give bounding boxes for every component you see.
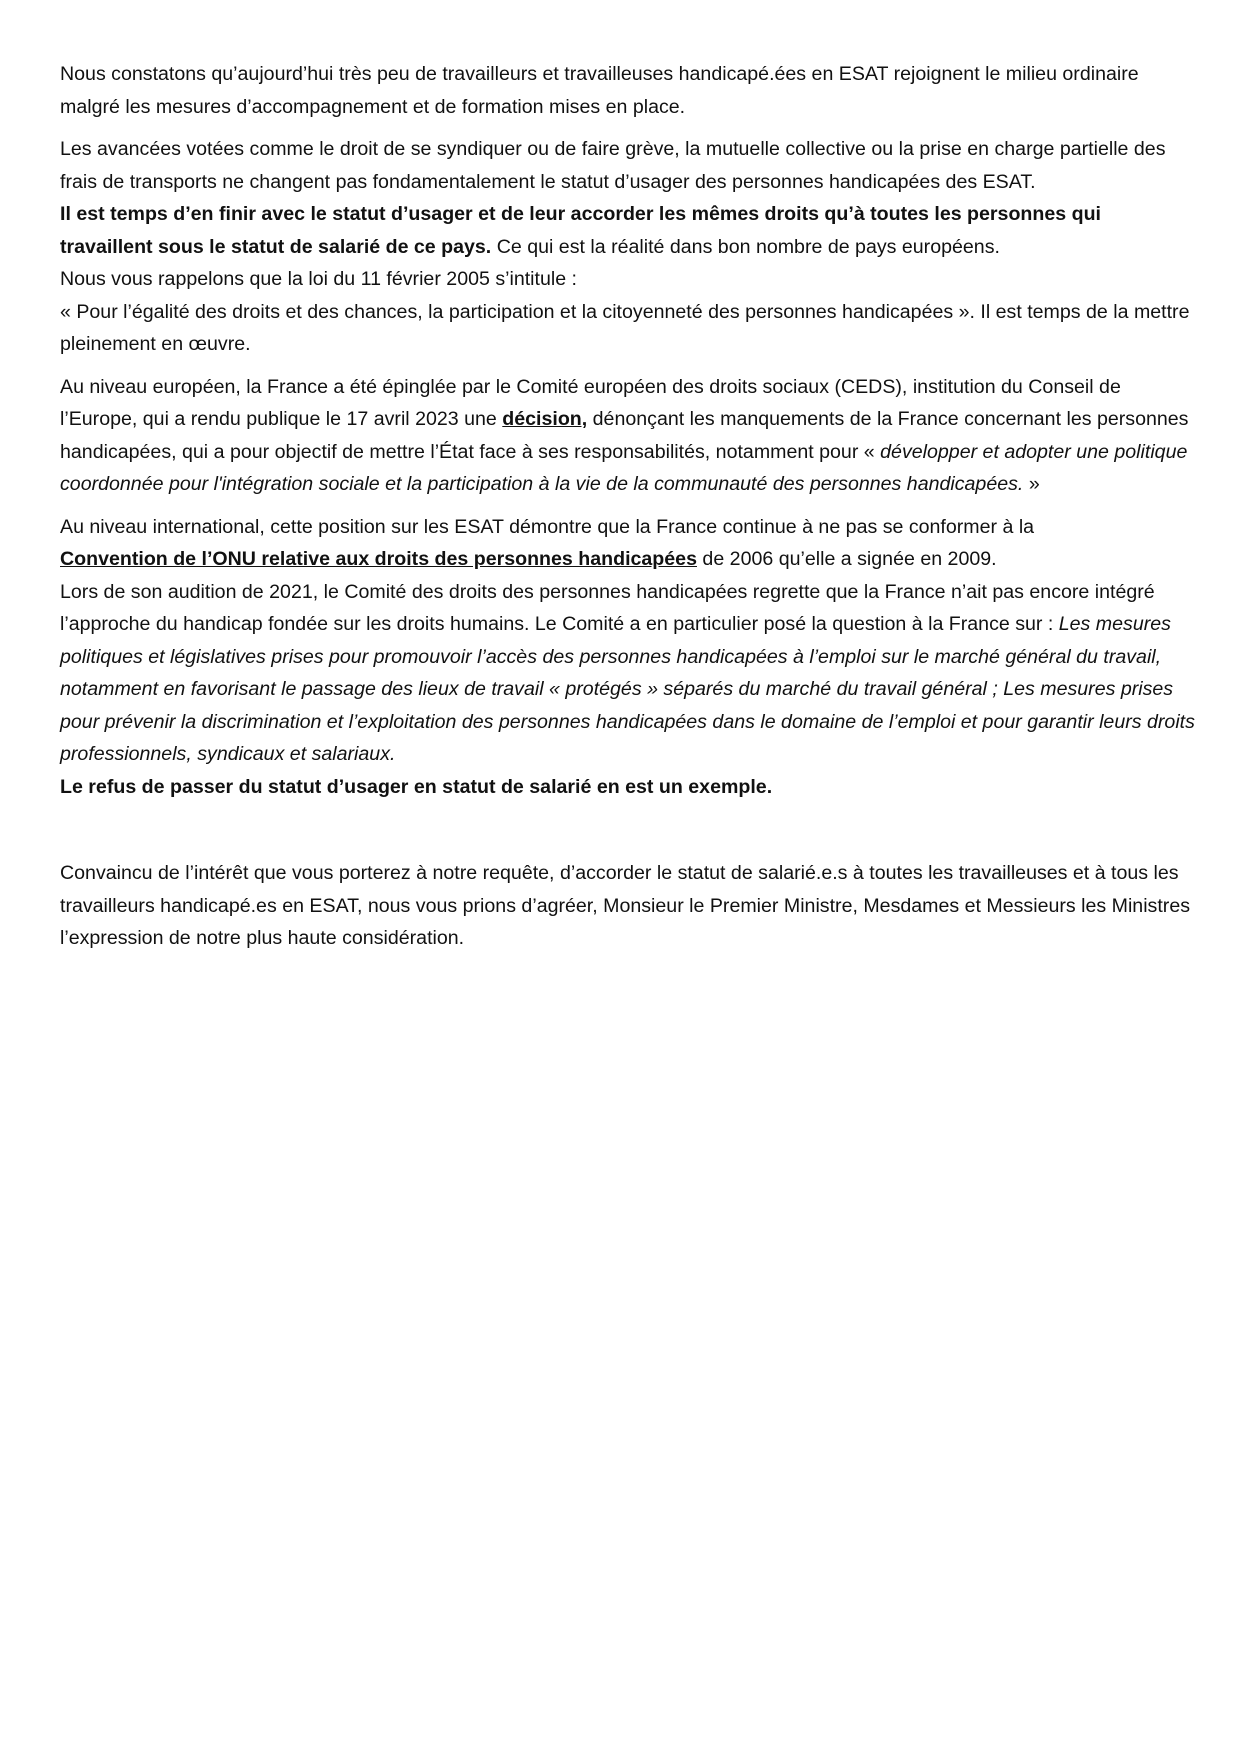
- paragraph-text: Lors de son audition de 2021, le Comité des droits des personnes handicapées regrette que la France n’ait pas encore intégré l’approche du handicap fondée sur les droits humains. Le Comité a en particulier posé la question à la France sur :: [60, 580, 1155, 635]
- italic-quote: développer et adopter une politique coordonnée pour l'intégration sociale et la participation à la vie de la communauté des personnes handicapées.: [60, 440, 1188, 495]
- decision-link[interactable]: décision,: [502, 408, 588, 430]
- paragraph-usager-status: [60, 133, 1195, 361]
- paragraph-text: dénonçant les manquements de la France concernant les personnes handicapées, qui a pour objectif de mettre l’État face à ses responsabilités, notamment pour «: [60, 408, 1189, 463]
- un-convention-link[interactable]: Convention de l’ONU relative aux droits des personnes handicapées: [60, 548, 697, 570]
- paragraph-european-level: [60, 371, 1195, 501]
- spacer: [60, 813, 1195, 857]
- law-reminder: Nous vous rappelons que la loi du 11 février 2005 s’intitule :: [60, 268, 578, 290]
- bold-statement: Il est temps d’en finir avec le statut d’usager et de leur accorder les mêmes droits qu’à toutes les personnes qui travaillent sous le statut de salarié de ce pays.: [60, 203, 1101, 258]
- paragraph-text: de 2006 qu’elle a signée en 2009.: [696, 548, 997, 570]
- paragraph-text: Les avancées votées comme le droit de se syndiquer ou de faire grève, la mutuelle collective ou la prise en charge partielle des frais de transports ne changent pas fondamentalement le statut d’usager des personnes handicapées des ESAT.: [60, 138, 1166, 193]
- law-title-quote: « Pour l’égalité des droits et des chances, la participation et la citoyenneté des personnes handicapées ». Il est temps de la mettre pleinement en œuvre.: [60, 300, 1190, 355]
- paragraph-text: Nous constatons qu’aujourd’hui très peu de travailleurs et travailleuses handicapé.ées en ESAT rejoignent le milieu ordinaire malgré les mesures d’accompagnement et de formation mises en place.: [60, 63, 1139, 118]
- paragraph-closing: [60, 857, 1195, 955]
- letter-body: [60, 58, 1195, 965]
- paragraph-text: Au niveau européen, la France a été épinglée par le Comité européen des droits sociaux (CEDS), institution du Conseil de l’Europe, qui a rendu publique le 17 avril 2023 une: [60, 375, 1121, 430]
- paragraph-esat-observation: [60, 58, 1195, 123]
- italic-quote: Les mesures politiques et législatives prises pour promouvoir l’accès des personnes handicapées à l’emploi sur le marché général du travail, notamment en favorisant le passage des lieux de travail « protégés » séparés du marché du travail général ; Les mesures prises pour prévenir la discrimination et l’exploitation des personnes handicapées dans le domaine de l’emploi et pour garantir leurs droits professionnels, syndicaux et salariaux.: [60, 613, 1195, 765]
- bold-statement: Le refus de passer du statut d’usager en statut de salarié en est un exemple.: [60, 775, 773, 798]
- paragraph-text: Convaincu de l’intérêt que vous porterez à notre requête, d’accorder le statut de salarié.e.s à toutes les travailleuses et à tous les travailleurs handicapé.es en ESAT, nous vous prions d’agréer, Monsieur le Premier Ministre, Mesdames et Messieurs les Ministres l’expression de notre plus haute considération.: [60, 862, 1191, 949]
- quote-close: »: [1023, 473, 1040, 495]
- paragraph-text: Ce qui est la réalité dans bon nombre de pays européens.: [491, 235, 1000, 258]
- paragraph-international-level: [60, 511, 1195, 804]
- paragraph-text: Au niveau international, cette position sur les ESAT démontre que la France continue à ne pas se conformer à la: [60, 515, 1035, 538]
